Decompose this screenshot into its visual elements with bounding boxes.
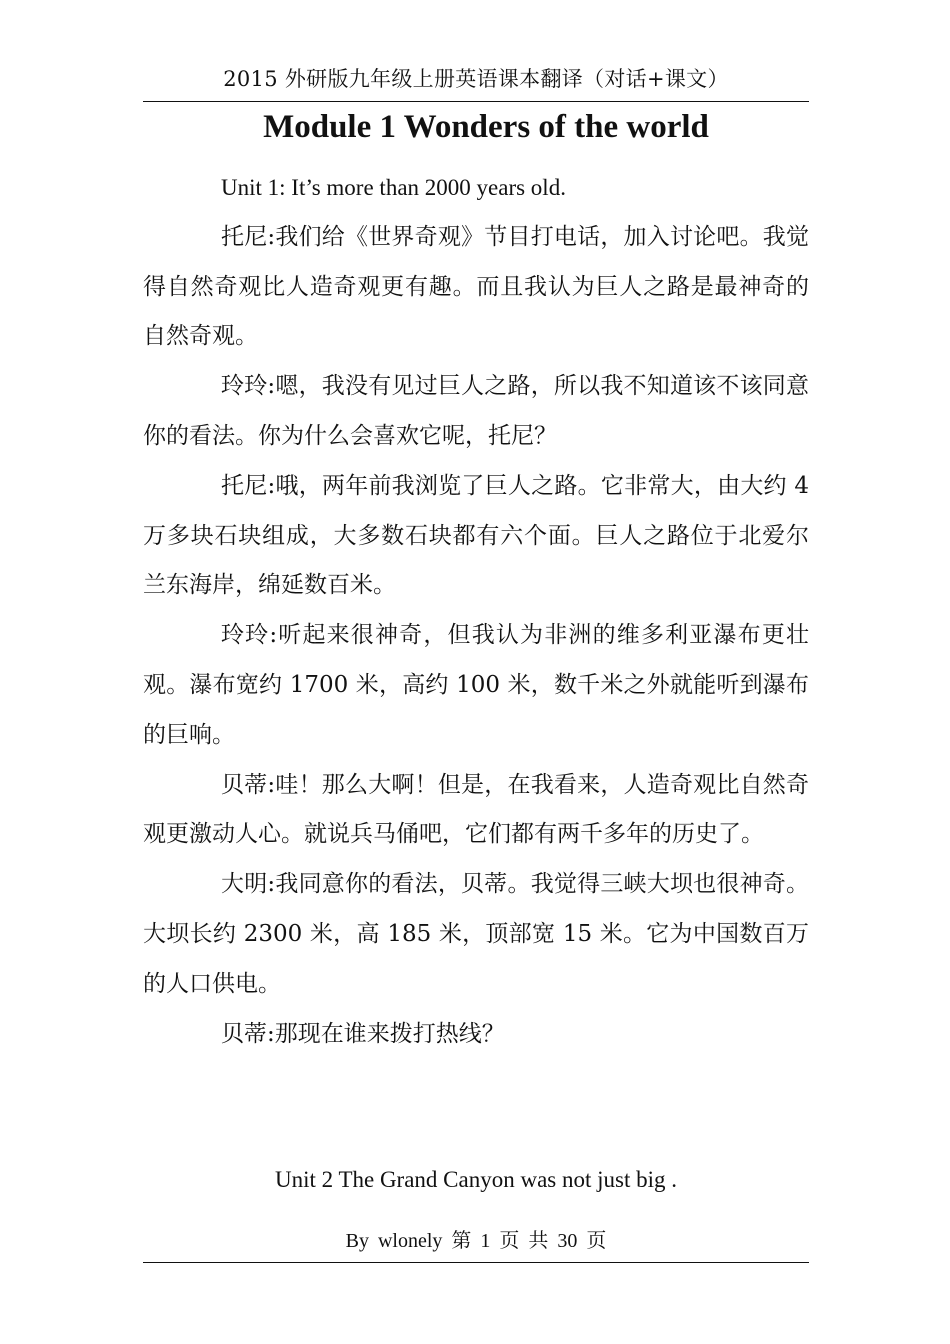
dialogue-paragraph: 贝蒂:那现在谁来拨打热线？	[221, 1020, 505, 1047]
running-header: 2015 外研版九年级上册英语课本翻译（对话+课文）	[223, 67, 729, 91]
dialogue-paragraph: 玲玲:听起来很神奇，但我认为非洲的维多利亚瀑布更壮观。瀑布宽约 1700 米，高约 100 米，数千米之外就能听到瀑布的巨响。	[143, 622, 809, 748]
unit1-body	[143, 163, 809, 1059]
dialogue-paragraph: 玲玲:嗯，我没有见过巨人之路，所以我不知道该不该同意你的看法。你为什么会喜欢它呢，托尼？	[143, 373, 809, 449]
dialogue-paragraph: 贝蒂:哇！那么大啊！但是，在我看来，人造奇观比自然奇观更激动人心。就说兵马俑吧，它们都有两千多年的历史了。	[143, 771, 809, 848]
dialogue-paragraph: 托尼:我们给《世界奇观》节目打电话，加入讨论吧。我觉得自然奇观比人造奇观更有趣。而且我认为巨人之路是最神奇的自然奇观。	[143, 223, 809, 350]
footer-divider	[143, 1262, 809, 1263]
dialogue-paragraph: 大明:我同意你的看法，贝蒂。我觉得三峡大坝也很神奇。大坝长约 2300 米，高 185 米，顶部宽 15 米。它为中国数百万的人口供电。	[143, 871, 809, 997]
unit2-heading: Unit 2 The Grand Canyon was not just big .	[274, 1167, 678, 1192]
module-title: Module 1 Wonders of the world	[263, 109, 709, 145]
unit1-heading: Unit 1: It’s more than 2000 years old.	[221, 175, 566, 200]
page-footer: By wlonely 第 1 页 共 30 页	[345, 1230, 607, 1252]
header-divider	[143, 101, 809, 102]
dialogue-paragraph: 托尼:哦，两年前我浏览了巨人之路。它非常大，由大约 4 万多块石块组成，大多数石块都有六个面。巨人之路位于北爱尔兰东海岸，绵延数百米。	[143, 472, 809, 599]
